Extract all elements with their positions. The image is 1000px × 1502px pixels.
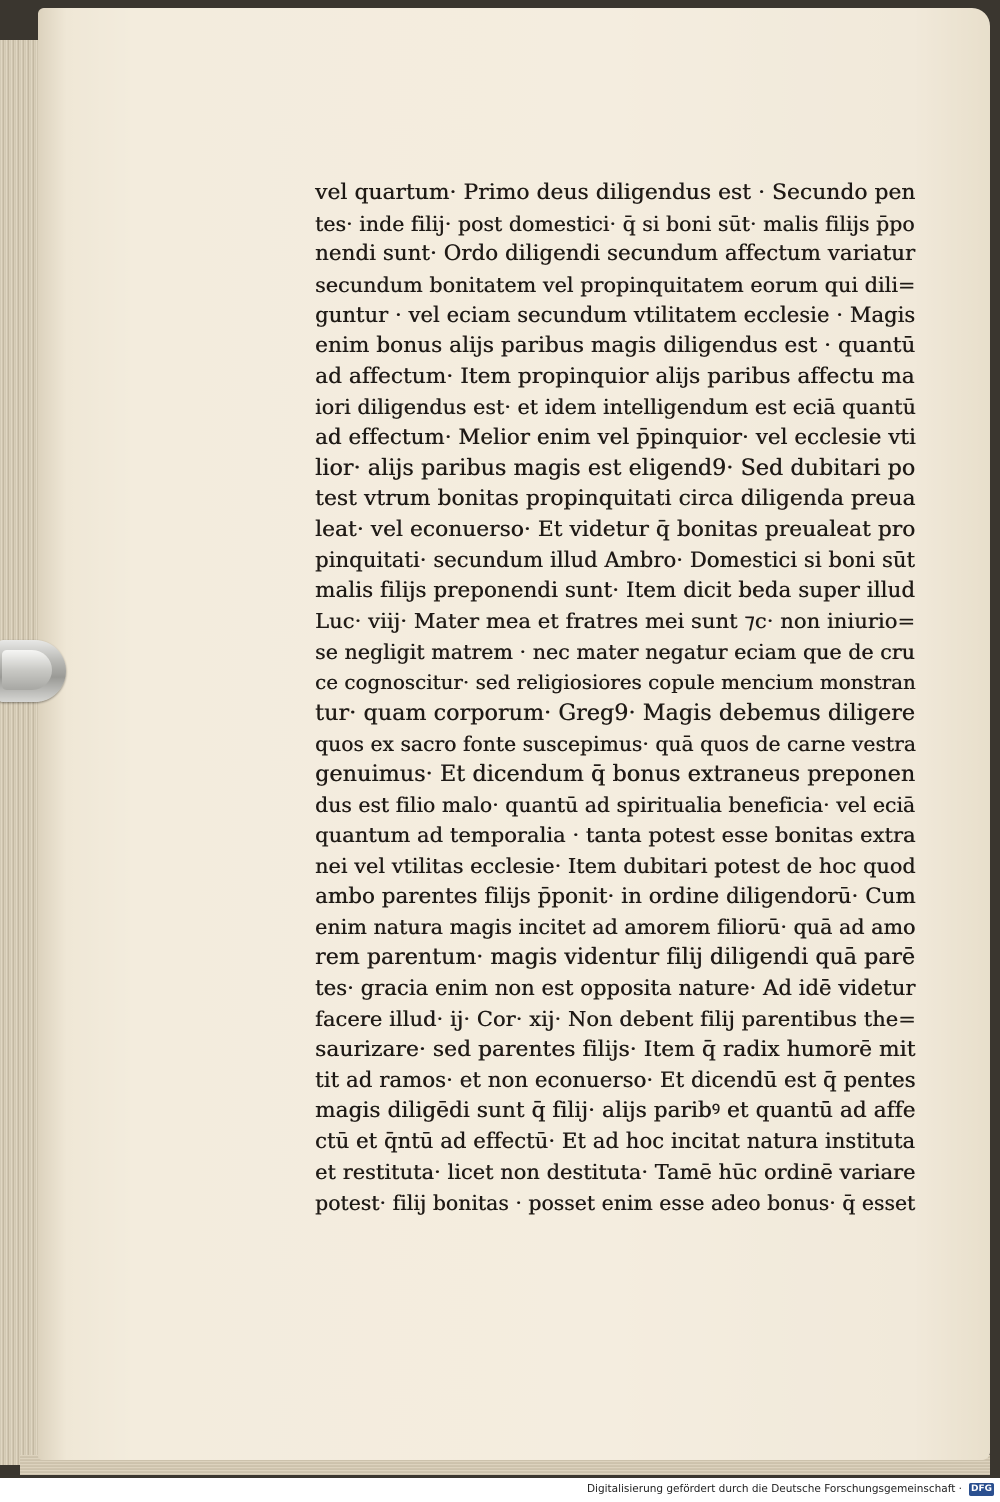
- text-line: saurizare· sed parentes filijs· Item q̄ radix humorē mit: [315, 1036, 916, 1062]
- text-line: quantum ad temporalia · tanta potest esse bonitas extra: [315, 823, 916, 848]
- text-line: rem parentum· magis videntur filij diligendi quā parē: [315, 944, 915, 970]
- text-line: ambo parentes filijs p̄ponit· in ordine diligendorū· Cum: [315, 883, 916, 909]
- text-line: secundum bonitatem vel propinquitatem eorum qui dili=: [315, 272, 916, 297]
- text-line: potest· filij bonitas · posset enim esse adeo bonus· q̄ esset: [315, 1190, 916, 1215]
- text-line: Luc· viij· Mater mea et fratres mei sunt ⁊c· non iniurio=: [315, 609, 915, 634]
- text-line: lior· alijs paribus magis est eligend9· Sed dubitari po: [315, 455, 916, 482]
- text-line: vel quartum· Primo deus diligendus est · Secundo pen: [315, 180, 916, 205]
- text-line: genuimus· Et dicendum q̄ bonus extraneus preponen: [315, 761, 916, 788]
- text-line: guntur · vel eciam secundum vtilitatem ecclesie · Magis: [315, 303, 916, 328]
- text-line: ad affectum· Item propinquior alijs paribus affectu ma: [315, 363, 915, 389]
- text-line: tit ad ramos· et non econuerso· Et dicendū est q̄ pentes: [315, 1067, 916, 1093]
- text-line: tur· quam corporum· Greg9· Magis debemus diligere: [315, 700, 915, 727]
- text-line: se negligit matrem · nec mater negatur eciam que de cru: [315, 639, 915, 664]
- clip-highlight: [2, 650, 52, 690]
- text-line: malis filijs preponendi sunt· Item dicit beda super illud: [315, 577, 915, 603]
- funding-credit: Digitalisierung gefördert durch die Deutsche Forschungsgemeinschaft ·: [586, 1483, 962, 1495]
- footer-bar: [0, 1478, 1000, 1502]
- text-line: nei vel vtilitas ecclesie· Item dubitari potest de hoc quod: [315, 854, 916, 879]
- text-line: ad effectum· Melior enim vel p̄pinquior· vel ecclesie vti: [315, 424, 916, 450]
- text-line: enim natura magis incitet ad amorem filiorū· quā ad amo: [315, 915, 916, 940]
- text-line: enim bonus alijs paribus magis diligendus est · quantū: [315, 332, 916, 358]
- text-line: pinquitati· secundum illud Ambro· Domestici si boni sūt: [315, 547, 915, 573]
- text-line: ctū et q̄ntū ad effectū· Et ad hoc incitat natura instituta: [315, 1128, 916, 1154]
- text-line: ce cognoscitur· sed religiosiores copule mencium monstran: [315, 670, 916, 694]
- text-line: dus est filio malo· quantū ad spiritualia beneficia· vel eciā: [315, 792, 916, 817]
- text-line: tes· inde filij· post domestici· q̄ si boni sūt· malis filijs p̄po: [315, 211, 915, 236]
- text-line: test vtrum bonitas propinquitati circa diligenda preua: [315, 485, 916, 511]
- metal-clip-icon: [0, 640, 66, 702]
- text-line: quos ex sacro fonte suscepimus· quā quos de carne vestra: [315, 731, 916, 756]
- text-line: iori diligendus est· et idem intelligendum est eciā quantū: [315, 395, 916, 420]
- text-line: et restituta· licet non destituta· Tamē hūc ordinē variare: [315, 1160, 916, 1184]
- text-line: magis diligēdi sunt q̄ filij· alijs paribꝰ et quantū ad affe: [315, 1097, 916, 1123]
- text-line: nendi sunt· Ordo diligendi secundum affectum variatur: [315, 241, 916, 267]
- dfg-logo-icon: DFG: [970, 1484, 992, 1494]
- page-edges-left: [0, 40, 40, 1465]
- text-line: facere illud· ij· Cor· xij· Non debent filij parentibus the=: [315, 1007, 916, 1032]
- text-line: tes· gracia enim non est opposita nature· Ad idē videtur: [315, 976, 916, 1001]
- printed-text-block: [315, 178, 915, 1218]
- text-line: leat· vel econuerso· Et videtur q̄ bonitas preualeat pro: [315, 516, 916, 542]
